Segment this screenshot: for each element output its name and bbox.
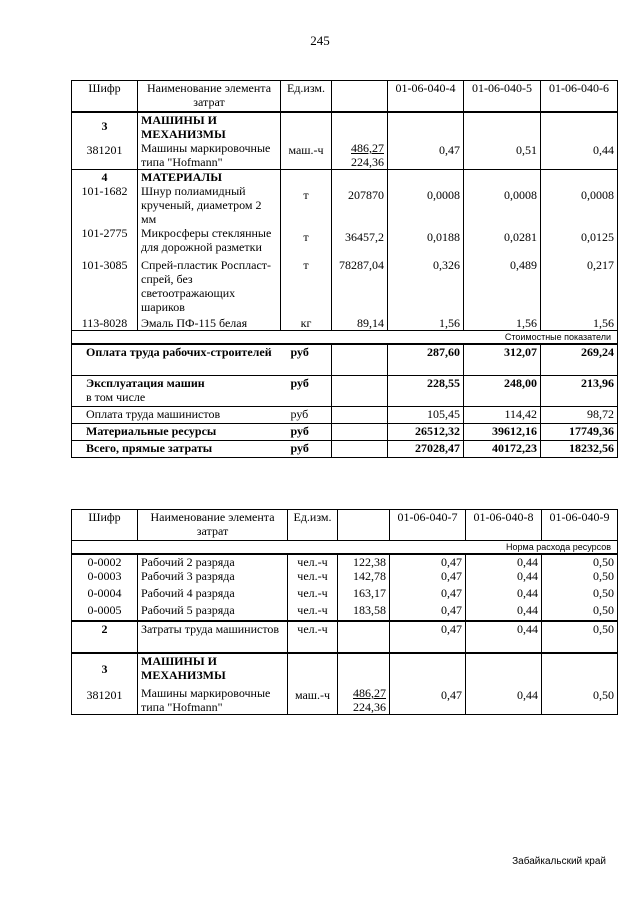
row-code: 101-1682 bbox=[72, 184, 138, 226]
page-number: 245 bbox=[310, 33, 330, 48]
header-col-2: 01-06-040-5 bbox=[464, 81, 541, 113]
table-row bbox=[72, 184, 618, 226]
value-2: 114,42 bbox=[464, 407, 541, 424]
row-name: Эмаль ПФ-115 белая bbox=[138, 316, 281, 331]
header-name: Наименование элемента затрат bbox=[138, 81, 281, 113]
row-price bbox=[332, 141, 388, 170]
row-price: 163,17 bbox=[338, 586, 390, 603]
header-col-1: 01-06-040-4 bbox=[388, 81, 464, 113]
row-price: 183,58 bbox=[338, 603, 390, 621]
row-name: Рабочий 4 разряда bbox=[138, 586, 288, 603]
row-name: Машины маркировочные типа "Hofmann" bbox=[138, 141, 281, 170]
row-name: Рабочий 2 разряда bbox=[138, 554, 288, 569]
value-1: 27028,47 bbox=[388, 441, 464, 458]
header-code: Шифр bbox=[72, 510, 138, 541]
row-name: Микросферы стеклянные для дорожной разметки bbox=[138, 226, 281, 258]
row-price: 122,38 bbox=[338, 554, 390, 569]
value-1: 0,0008 bbox=[388, 184, 464, 226]
table-row bbox=[72, 141, 618, 170]
header-price bbox=[338, 510, 390, 541]
cost-row bbox=[72, 424, 618, 441]
section-number: 3 bbox=[72, 653, 138, 686]
row-price bbox=[338, 686, 390, 715]
table-header bbox=[72, 510, 618, 541]
value-2: 0,44 bbox=[466, 603, 542, 621]
header-price bbox=[332, 81, 388, 113]
cost-name: Оплата труда рабочих-строителей bbox=[72, 344, 281, 376]
value-3: 269,24 bbox=[541, 344, 618, 376]
value-2: 1,56 bbox=[464, 316, 541, 331]
row-unit: чел.-ч bbox=[288, 569, 338, 586]
value-2: 0,44 bbox=[466, 621, 542, 653]
row-name: Рабочий 5 разряда bbox=[138, 603, 288, 621]
row-code: 101-2775 bbox=[72, 226, 138, 258]
value-3: 0,0125 bbox=[541, 226, 618, 258]
value-2: 0,489 bbox=[464, 258, 541, 316]
cost-unit: руб bbox=[281, 376, 332, 407]
price-top: 486,27 bbox=[353, 686, 386, 700]
row-price: 142,78 bbox=[338, 569, 390, 586]
value-2: 0,51 bbox=[464, 141, 541, 170]
value-1: 1,56 bbox=[388, 316, 464, 331]
value-1: 0,47 bbox=[390, 586, 466, 603]
row-unit: чел.-ч bbox=[288, 621, 338, 653]
value-3: 98,72 bbox=[541, 407, 618, 424]
cost-unit: руб bbox=[281, 424, 332, 441]
value-3: 0,50 bbox=[542, 586, 618, 603]
section-title: МАШИНЫ И МЕХАНИЗМЫ bbox=[138, 653, 288, 686]
header-col-2: 01-06-040-8 bbox=[466, 510, 542, 541]
value-2: 312,07 bbox=[464, 344, 541, 376]
value-2: 0,44 bbox=[466, 554, 542, 569]
section-row bbox=[72, 653, 618, 686]
header-col-3: 01-06-040-9 bbox=[542, 510, 618, 541]
cost-unit: руб bbox=[281, 344, 332, 376]
value-2: 248,00 bbox=[464, 376, 541, 407]
row-unit: чел.-ч bbox=[288, 586, 338, 603]
row-unit: т bbox=[281, 226, 332, 258]
section-number: 4 bbox=[72, 170, 138, 185]
row-code: 0-0004 bbox=[72, 586, 138, 603]
section-title: МАШИНЫ И МЕХАНИЗМЫ bbox=[138, 112, 281, 141]
value-1: 0,47 bbox=[390, 569, 466, 586]
value-3: 0,50 bbox=[542, 686, 618, 715]
row-unit: маш.-ч bbox=[281, 141, 332, 170]
table-row bbox=[72, 226, 618, 258]
cost-unit: руб bbox=[281, 407, 332, 424]
value-1: 0,0188 bbox=[388, 226, 464, 258]
row-name: Спрей-пластик Роспласт-спрей, без светоотражающих шариков bbox=[138, 258, 281, 316]
cost-name: Оплата труда машинистов bbox=[72, 407, 281, 424]
header-col-1: 01-06-040-7 bbox=[390, 510, 466, 541]
value-1: 26512,32 bbox=[388, 424, 464, 441]
value-3: 0,50 bbox=[542, 621, 618, 653]
value-3: 17749,36 bbox=[541, 424, 618, 441]
value-2: 0,0281 bbox=[464, 226, 541, 258]
row-unit: кг bbox=[281, 316, 332, 331]
header-code: Шифр bbox=[72, 81, 138, 113]
row-name: Рабочий 3 разряда bbox=[138, 569, 288, 586]
value-2: 0,44 bbox=[466, 569, 542, 586]
value-1: 287,60 bbox=[388, 344, 464, 376]
table-row bbox=[72, 686, 618, 715]
header-unit: Ед.изм. bbox=[281, 81, 332, 113]
cost-name: Всего, прямые затраты bbox=[72, 441, 281, 458]
norm-label: Норма расхода ресурсов bbox=[72, 541, 618, 555]
row-price: 78287,04 bbox=[332, 258, 388, 316]
value-1: 105,45 bbox=[388, 407, 464, 424]
table-row bbox=[72, 554, 618, 569]
value-3: 18232,56 bbox=[541, 441, 618, 458]
header-name: Наименование элемента затрат bbox=[138, 510, 288, 541]
row-unit: маш.-ч bbox=[288, 686, 338, 715]
row-code: 381201 bbox=[72, 141, 138, 170]
value-1: 0,47 bbox=[390, 686, 466, 715]
row-code: 0-0005 bbox=[72, 603, 138, 621]
row-price: 207870 bbox=[332, 184, 388, 226]
cost-name: Материальные ресурсы bbox=[72, 424, 281, 441]
cost-unit: руб bbox=[281, 441, 332, 458]
cost-indicators-label: Стоимостные показатели bbox=[72, 331, 618, 345]
value-2: 0,44 bbox=[466, 586, 542, 603]
header-col-3: 01-06-040-6 bbox=[541, 81, 618, 113]
cost-row bbox=[72, 441, 618, 458]
row-number: 2 bbox=[72, 621, 138, 653]
row-name: Машины маркировочные типа "Hofmann" bbox=[138, 686, 288, 715]
footer-region: Забайкальский край bbox=[512, 856, 606, 867]
row-name: Затраты труда машинистов bbox=[138, 621, 288, 653]
value-2: 0,44 bbox=[466, 686, 542, 715]
value-3: 0,0008 bbox=[541, 184, 618, 226]
row-code: 101-3085 bbox=[72, 258, 138, 316]
subheader-row bbox=[72, 331, 618, 345]
value-1: 0,47 bbox=[390, 603, 466, 621]
value-3: 213,96 bbox=[541, 376, 618, 407]
row-price: 36457,2 bbox=[332, 226, 388, 258]
section-title: МАТЕРИАЛЫ bbox=[138, 170, 281, 185]
subheader-row bbox=[72, 541, 618, 555]
row-name: Шнур полиамидный крученый, диаметром 2 мм bbox=[138, 184, 281, 226]
row-code: 0-0003 bbox=[72, 569, 138, 586]
price-top: 486,27 bbox=[351, 141, 384, 155]
row-unit: чел.-ч bbox=[288, 554, 338, 569]
value-2: 40172,23 bbox=[464, 441, 541, 458]
cost-row bbox=[72, 376, 618, 407]
cost-row bbox=[72, 344, 618, 376]
row-code: 113-8028 bbox=[72, 316, 138, 331]
value-3: 0,50 bbox=[542, 554, 618, 569]
value-1: 0,326 bbox=[388, 258, 464, 316]
table-row bbox=[72, 258, 618, 316]
header-unit: Ед.изм. bbox=[288, 510, 338, 541]
value-3: 1,56 bbox=[541, 316, 618, 331]
value-1: 0,47 bbox=[390, 621, 466, 653]
value-1: 0,47 bbox=[390, 554, 466, 569]
table-row bbox=[72, 569, 618, 586]
price-bottom: 224,36 bbox=[351, 155, 384, 169]
cost-name-main: Эксплуатация машин bbox=[86, 376, 205, 390]
table-header bbox=[72, 81, 618, 113]
row-code: 0-0002 bbox=[72, 554, 138, 569]
value-2: 0,0008 bbox=[464, 184, 541, 226]
row-unit: т bbox=[281, 258, 332, 316]
table-row bbox=[72, 603, 618, 621]
cost-name bbox=[72, 376, 281, 407]
value-2: 39612,16 bbox=[464, 424, 541, 441]
row-code: 381201 bbox=[72, 686, 138, 715]
value-1: 0,47 bbox=[388, 141, 464, 170]
price-bottom: 224,36 bbox=[353, 700, 386, 714]
resource-table-2 bbox=[71, 509, 618, 715]
section-number: 3 bbox=[72, 112, 138, 141]
cost-name-sub: в том числе bbox=[86, 390, 146, 404]
value-3: 0,217 bbox=[541, 258, 618, 316]
section-row bbox=[72, 112, 618, 141]
table-row bbox=[72, 621, 618, 653]
table-row bbox=[72, 586, 618, 603]
row-unit: чел.-ч bbox=[288, 603, 338, 621]
cost-row bbox=[72, 407, 618, 424]
value-1: 228,55 bbox=[388, 376, 464, 407]
value-3: 0,44 bbox=[541, 141, 618, 170]
row-unit: т bbox=[281, 184, 332, 226]
value-3: 0,50 bbox=[542, 603, 618, 621]
value-3: 0,50 bbox=[542, 569, 618, 586]
table-row bbox=[72, 316, 618, 331]
section-row bbox=[72, 170, 618, 185]
resource-table-1 bbox=[71, 80, 618, 458]
row-price: 89,14 bbox=[332, 316, 388, 331]
